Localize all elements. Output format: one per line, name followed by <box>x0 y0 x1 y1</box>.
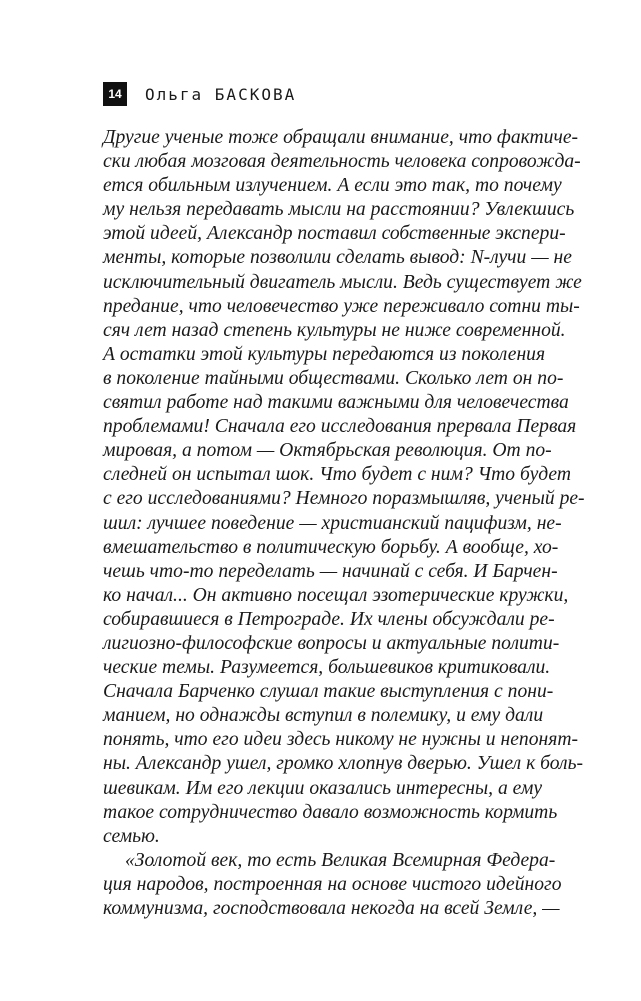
text-line: исключительный двигатель мысли. Ведь существует же <box>103 271 582 293</box>
text-line: этой идеей, Александр поставил собственные экспери- <box>103 223 566 245</box>
text-line: сяч лет назад степень культуры не ниже современной. <box>103 319 566 341</box>
text-line: Сначала Барченко слушал такие выступления с пони- <box>103 681 554 703</box>
text-line: А остатки этой культуры передаются из поколения <box>103 343 546 365</box>
body-text <box>103 126 585 921</box>
text-line: с его исследованиями? Немного поразмышляв, ученый ре- <box>103 488 585 510</box>
text-line: шил: лучшее поведение — христианский пацифизм, не- <box>103 512 562 534</box>
text-line: ны. Александр ушел, громко хлопнув дверью. Ушел к боль- <box>103 753 584 775</box>
text-line: ко начал... Он активно посещал эзотерические кружки, <box>103 584 569 606</box>
text-line: понять, что его идеи здесь никому не нужны и непонят- <box>103 729 578 751</box>
text-line: Другие ученые тоже обращали внимание, что фактиче- <box>103 127 579 148</box>
text-line: такое сотрудничество давало возможность кормить <box>103 801 558 823</box>
text-line: в поколение тайными обществами. Сколько лет он по- <box>103 367 564 389</box>
page-number-badge: 14 <box>103 82 127 106</box>
text-line: предание, что человечество уже переживало сотни ты- <box>103 295 580 317</box>
text-line: лигиозно-философские вопросы и актуальные полити- <box>103 632 560 654</box>
running-head <box>103 82 296 106</box>
text-line: манием, но однажды вступил в полемику, и ему дали <box>103 705 544 727</box>
text-line: коммунизма, господствовала некогда на всей Земле, — <box>103 898 560 919</box>
text-line: семью. <box>103 825 160 847</box>
text-line: му нельзя передавать мысли на расстоянии? Увлекшись <box>103 199 575 221</box>
text-line: чешь что-то переделать — начинай с себя. И Барчен- <box>103 560 558 582</box>
text-line: менты, которые позволили сделать вывод: N-лучи — не <box>103 247 572 269</box>
text-line: мировая, а потом — Октябрьская революция. От по- <box>103 440 552 462</box>
text-line: ски любая мозговая деятельность человека сопровожда- <box>103 151 581 173</box>
text-line: «Золотой век, то есть Великая Всемирная Федера- <box>125 849 556 871</box>
text-line: святил работе над такими важными для человечества <box>103 392 569 414</box>
text-line: следней он испытал шок. Что будет с ним? Что будет <box>103 464 571 486</box>
text-line: шевикам. Им его лекции оказались интересны, а ему <box>103 777 543 799</box>
text-line: ется обильным излучением. А если это так, то почему <box>103 175 562 197</box>
text-line: ция народов, построенная на основе чистого идейного <box>103 873 562 895</box>
text-line: собиравшиеся в Петрограде. Их члены обсуждали ре- <box>103 608 555 630</box>
text-line: ческие темы. Разумеется, большевиков критиковали. <box>103 657 551 679</box>
text-line: вмешательство в политическую борьбу. А вообще, хо- <box>103 536 559 558</box>
author-name: Ольга БАСКОВА <box>145 84 297 104</box>
text-line: проблемами! Сначала его исследования прервала Первая <box>103 416 577 438</box>
